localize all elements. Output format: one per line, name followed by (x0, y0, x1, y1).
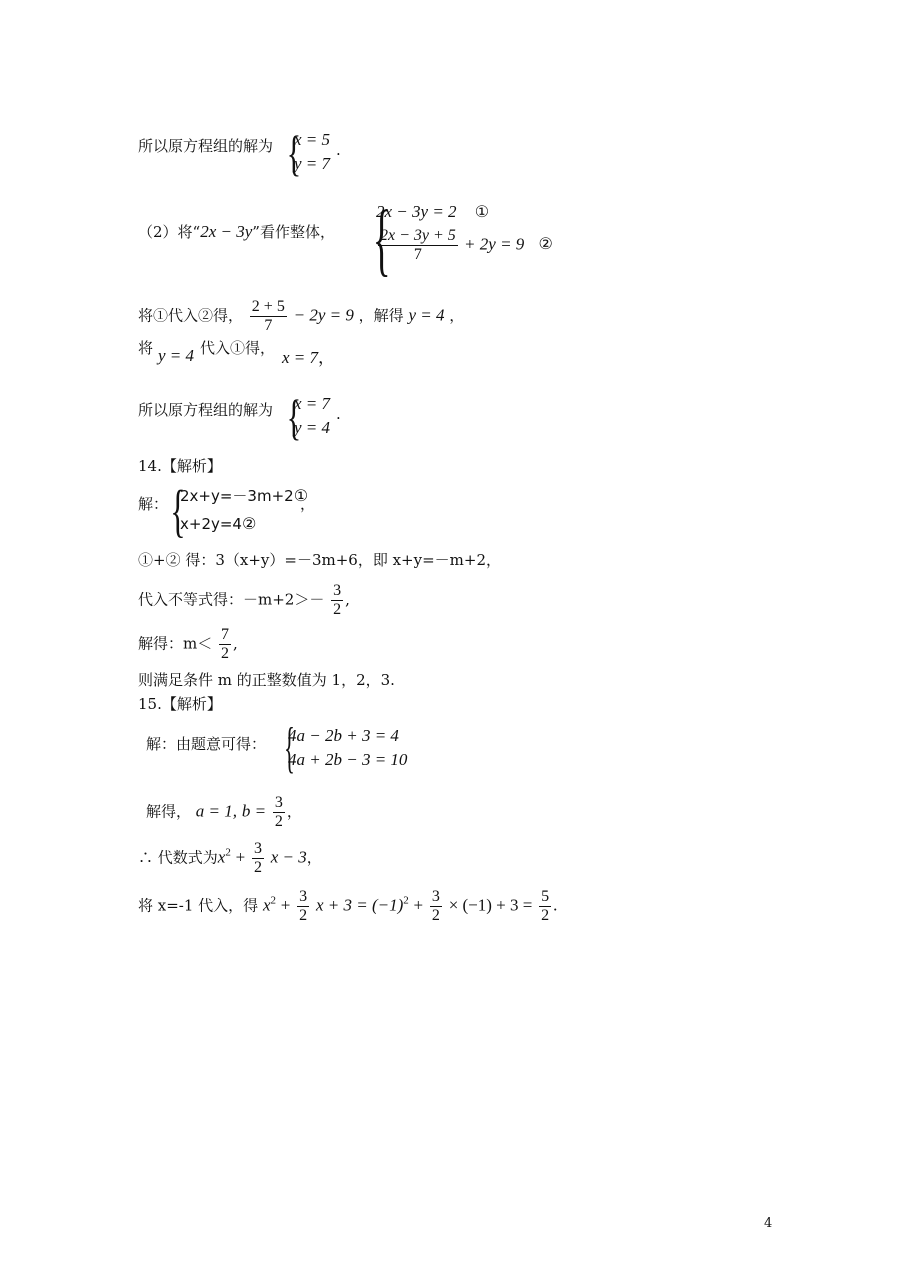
solution-line-2 (138, 400, 273, 420)
page-number: 4 (764, 1216, 773, 1231)
fraction: $\frac{3}{2}$ (274, 794, 283, 830)
circled-two-marker: ② (538, 236, 553, 254)
q15-system (288, 724, 407, 772)
equation-2: x+2y=4② (180, 514, 257, 533)
fraction: $\frac{7}{2}$ (221, 626, 230, 662)
q14-system-brace: { (170, 478, 186, 543)
part2-system-brace: { (372, 193, 391, 284)
q14-conclusion: 则满足条件 m 的正整数值为 1，2，3. (138, 671, 395, 689)
step-line-2-expr: y = 4 (158, 346, 195, 365)
solution-prefix: 所以原方程组的解为 (138, 137, 274, 155)
solution-system-2-brace: { (286, 389, 302, 445)
fraction: $\frac{3}{2}$ (299, 888, 308, 924)
part2-expression: 2x − 3y (200, 222, 253, 241)
step-line-2: 将 (138, 339, 154, 357)
q15-system-brace: { (284, 717, 295, 779)
q15-expression-line: ∴ 代数式为$x^2$ + $\frac{3}{2}$ x − 3， (138, 840, 322, 876)
q14-solve-line: 解得：m＜ $\frac{7}{2}$ , (138, 626, 238, 662)
q15-result-line: 解得， a = 1, b = $\frac{3}{2}$ ， (146, 794, 302, 830)
equation-1: 2x − 3y = 2 ① (376, 202, 490, 221)
fraction: $\frac{3}{2}$ (253, 840, 262, 876)
solution-suffix: . (336, 405, 341, 423)
q15-substitution-line: 将 x=-1 代入，得 $x^2$ + $\frac{3}{2}$ $x + 3 = (-1)^2$ + $\frac{3}{2}$ × (−1) + 3 = $\frac{5}{2}$ . (138, 888, 558, 924)
part2-line (138, 222, 335, 242)
solution-system-1-brace: { (286, 125, 302, 181)
fraction: $\frac{2 + 5}{7}$ (251, 298, 285, 334)
fraction: $\frac{3}{2}$ (431, 888, 440, 924)
equation: x = 5 (294, 130, 331, 149)
part2-system (376, 200, 553, 264)
solution-line-1 (138, 136, 273, 156)
solution-system-2 (294, 392, 330, 440)
q14-heading: 14.【解析】 (138, 457, 222, 475)
step-line-2-mid: 代入①得， (200, 339, 276, 357)
part2-suffix: ”看作整体， (252, 223, 335, 241)
step-line-2-result: x = 7， (282, 348, 336, 367)
q15-sol-prefix: 解：由题意可得： (146, 735, 267, 753)
part2-prefix: （2）将“ (138, 223, 201, 241)
equation: y = 4 (294, 418, 331, 437)
fraction: $\frac{5}{2}$ (541, 888, 550, 924)
q14-sol-prefix: 解： (138, 495, 169, 513)
q14-add-line: ①+② 得：3（x+y）=－3m+6，即 x+y=－m+2， (138, 551, 502, 569)
q14-system (180, 482, 308, 538)
equation-1: 2x+y=－3m+2① (180, 486, 309, 505)
equation: x = 7 (294, 394, 331, 413)
solution-suffix: . (336, 141, 341, 159)
equation: y = 7 (294, 154, 331, 173)
circled-two-marker: ② (241, 514, 257, 533)
equation-2: $\frac{2x - 3y + 5}{7}$ + 2y = 9 ② (380, 227, 553, 263)
fraction: $\frac{2x - 3y + 5}{7}$ (380, 227, 456, 263)
q15-heading: 15.【解析】 (138, 695, 222, 713)
step-line-1: 将①代入②得， $\frac{2 + 5}{7}$ − 2y = 9 ，解得 y = 4 ， (138, 298, 465, 334)
circled-one-marker: ① (293, 486, 309, 505)
equation-1: 4a − 2b + 3 = 4 (288, 726, 399, 745)
solution-prefix: 所以原方程组的解为 (138, 401, 274, 419)
circled-one-marker: ① (474, 204, 490, 221)
q14-inequality-line: 代入不等式得：－m+2＞－ $\frac{3}{2}$ , (138, 582, 350, 618)
q14-sys-suffix: ， (300, 495, 316, 513)
solution-system-1 (294, 128, 330, 176)
fraction: $\frac{3}{2}$ (333, 582, 342, 618)
equation-2: 4a + 2b − 3 = 10 (288, 750, 408, 769)
